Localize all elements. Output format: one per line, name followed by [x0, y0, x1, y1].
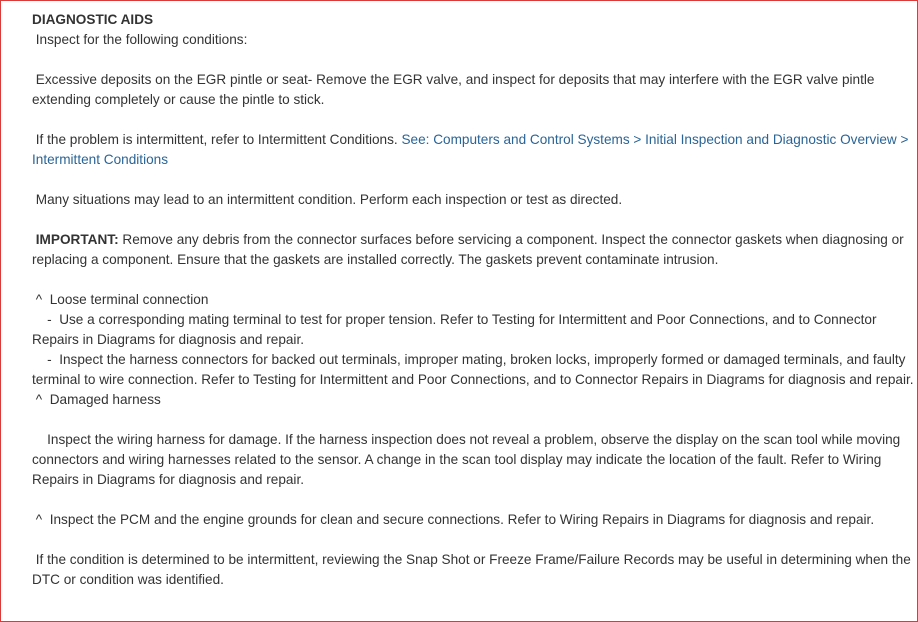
spacer: [32, 530, 917, 550]
important-label: IMPORTANT:: [35, 232, 119, 247]
spacer: [32, 50, 917, 70]
damaged-harness-text: Inspect the wiring harness for damage. If the harness inspection does not reveal a problem, observe the display on the scan tool while moving connectors and wiring harnesses related to the sensor. A change in the scan tool display may indicate the location of the fault. Refer to Wiring Repairs in Diagrams for diagnosis and repair.: [32, 432, 905, 487]
important-paragraph: [32, 230, 917, 270]
important-text: Remove any debris from the connector surfaces before servicing a component. Inspect the connector gaskets when diagnosing or replacing a component. Ensure that the gaskets are installed correctly. The gaskets prevent contaminate intrusion.: [32, 232, 908, 267]
intermittent-text: If the problem is intermittent, refer to Intermittent Conditions.: [32, 132, 402, 147]
spacer: [32, 270, 917, 290]
loose-terminal-item-1: - Use a corresponding mating terminal to test for proper tension. Refer to Testing for Intermittent and Poor Connections, and to Connector Repairs in Diagrams for diagnosis and repair.: [32, 312, 881, 347]
spacer: [32, 410, 917, 430]
many-situations-paragraph: Many situations may lead to an intermittent condition. Perform each inspection or test as directed.: [32, 192, 623, 207]
spacer: [32, 170, 917, 190]
pcm-grounds-item: ^ Inspect the PCM and the engine grounds for clean and secure connections. Refer to Wiring Repairs in Diagrams for diagnosis and repair.: [32, 512, 875, 527]
intro-text: Inspect for the following conditions:: [32, 32, 248, 47]
intermittent-paragraph: [32, 130, 917, 170]
intermittent-conditions-link[interactable]: See: Computers and Control Systems > Initial Inspection and Diagnostic Overview > Intermittent Conditions: [32, 132, 913, 167]
spacer: [32, 110, 917, 130]
final-paragraph: If the condition is determined to be intermittent, reviewing the Snap Shot or Freeze Frame/Failure Records may be useful in determining when the DTC or condition was identified.: [32, 552, 915, 587]
loose-terminal-item-2: - Inspect the harness connectors for backed out terminals, improper mating, broken locks, improperly formed or damaged terminals, and faulty terminal to wire connection. Refer to Testing for Intermittent and Poor Connections, and to Connector Repairs in Diagrams for diagnosis and repair.: [32, 352, 914, 387]
damaged-harness-title: ^ Damaged harness: [32, 392, 161, 407]
loose-terminal-title: ^ Loose terminal connection: [32, 292, 209, 307]
section-heading: DIAGNOSTIC AIDS: [32, 12, 154, 27]
deposits-paragraph: Excessive deposits on the EGR pintle or seat- Remove the EGR valve, and inspect for deposits that may interfere with the EGR valve pintle extending completely or cause the pintle to stick.: [32, 72, 879, 107]
spacer: [32, 490, 917, 510]
spacer: [32, 210, 917, 230]
document-content: [32, 10, 917, 590]
